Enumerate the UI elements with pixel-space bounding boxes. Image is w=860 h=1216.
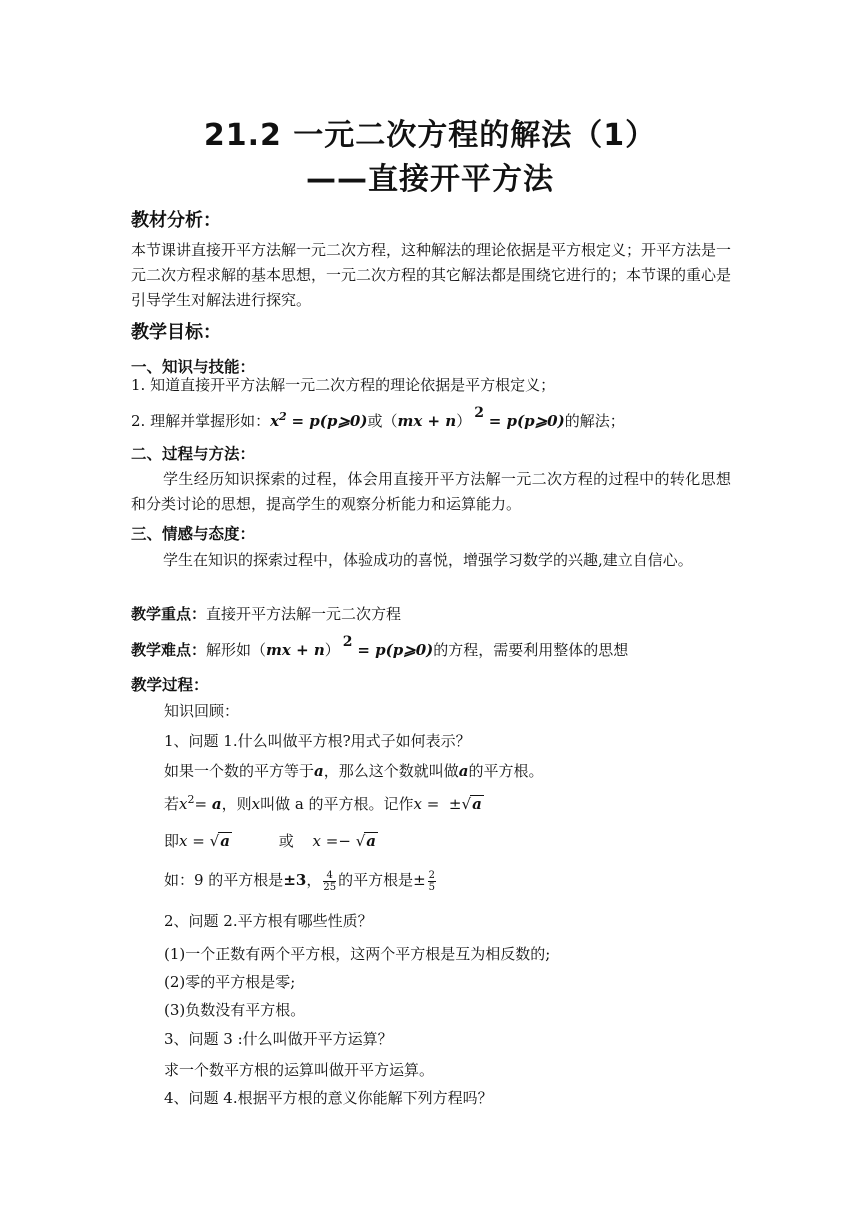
- process-text: 学生经历知识探索的过程，体会用直接开平方法解一元二次方程的过程中的转化思想和分类讨论的思想，提高学生的观察分析能力和运算能力。: [131, 470, 731, 513]
- math-exponent: 2: [279, 410, 287, 423]
- process-heading: 二、过程与方法：: [131, 445, 256, 463]
- difficulty-line: [131, 634, 731, 664]
- math-x: x: [270, 412, 280, 430]
- example-line: [164, 868, 764, 893]
- question-4: 4、问题 4.根据平方根的意义你能解下列方程吗？: [164, 1089, 493, 1107]
- ex-part-c: 叫做 a 的平方根。记作: [260, 795, 414, 813]
- math-a: a: [314, 762, 324, 780]
- frac2-num: 2: [428, 869, 436, 881]
- sqrt-icon: √: [461, 795, 472, 813]
- item2-prefix: 2. 理解并掌握形如：: [131, 412, 271, 430]
- eq-sign: =: [194, 795, 208, 813]
- math-a-3: a: [211, 795, 222, 813]
- frac2-den: 5: [428, 881, 436, 893]
- eq-sign-3: =: [192, 832, 205, 850]
- question-3: 3、问题 3 :什么叫做开平方运算？: [164, 1030, 393, 1048]
- math-mxn-2: mx + n: [266, 641, 325, 659]
- sqrt-a-2: a: [220, 832, 230, 850]
- attitude-text: 学生在知识的探索过程中，体验成功的喜悦，增强学习数学的兴趣,建立自信心。: [163, 551, 693, 569]
- plus-minus-2: ±: [413, 871, 426, 889]
- knowledge-item-1: 1. 知道直接开平方法解一元二次方程的理论依据是平方根定义；: [131, 376, 556, 394]
- analysis-text: 本节课讲直接开平方法解一元二次方程，这种解法的理论依据是平方根定义；开平方法是一元二次方程求解的基本思想，一元二次方程的其它解法都是围绕它进行的；本节课的重心是引导学生对解法进行探究。: [131, 241, 732, 309]
- keypoint-text: 直接开平方法解一元二次方程: [206, 605, 402, 623]
- fraction-2-5: [428, 870, 436, 893]
- item2-mid: 或（: [367, 412, 398, 430]
- or-line: [164, 829, 764, 854]
- math-exponent-big: 2: [474, 405, 484, 421]
- difficulty-label: 教学难点：: [131, 641, 207, 659]
- difficulty-suffix: 的方程，需要利用整体的思想: [433, 641, 629, 659]
- math-x-4: x: [413, 795, 423, 813]
- math-eq2: = p(p⩾0): [488, 412, 565, 430]
- plus-minus: ±: [448, 795, 462, 813]
- frac1-num: 4: [323, 870, 336, 882]
- document-subtitle: ——直接开平方法: [306, 162, 554, 197]
- math-x-2: x: [179, 795, 188, 813]
- ex-part-b: ，则: [221, 795, 252, 813]
- frac1-den: 25: [323, 881, 337, 893]
- knowledge-heading: 一、知识与技能：: [131, 358, 256, 376]
- knowledge-item-2: [131, 405, 731, 435]
- property-3: (3)负数没有平方根。: [164, 1001, 306, 1019]
- difficulty-prefix: 解形如（: [206, 641, 267, 659]
- pm-3: ±3: [283, 871, 307, 889]
- sqrt-a-3: a: [366, 832, 376, 850]
- math-close-paren-2: ）: [324, 641, 340, 659]
- eq-sign-2: =: [426, 795, 440, 813]
- math-eq1: = p(p⩾0): [291, 412, 368, 430]
- math-a-2: a: [458, 762, 469, 780]
- or-line-a: 即: [164, 832, 180, 850]
- question-3-answer: 求一个数平方根的运算叫做开平方运算。: [164, 1061, 435, 1079]
- ex-part-a: 若: [164, 795, 180, 813]
- fraction-4-25: [323, 870, 336, 893]
- keypoint-label: 教学重点：: [131, 605, 207, 623]
- math-exponent-big-2: 2: [342, 634, 353, 650]
- item2-suffix: 的解法；: [564, 412, 625, 430]
- math-x-5: x: [179, 832, 188, 850]
- property-1: (1)一个正数有两个平方根，这两个平方根是互为相反数的;: [164, 945, 551, 963]
- sqrt-icon-3: √: [355, 832, 366, 850]
- process-section-heading: 教学过程：: [131, 676, 209, 694]
- definition-line: [164, 759, 764, 784]
- math-exponent-2: 2: [187, 793, 195, 806]
- property-2: (2)零的平方根是零;: [164, 973, 296, 991]
- minus-sign: −: [338, 832, 351, 850]
- eq-sign-4: =: [325, 832, 339, 850]
- sqrt-icon-2: √: [209, 832, 220, 850]
- sqrt-a: a: [472, 795, 482, 813]
- math-x-3: x: [251, 795, 261, 813]
- math-x-6: x: [312, 832, 321, 850]
- analysis-heading: 教材分析：: [131, 210, 221, 231]
- document-title: 21.2 一元二次方程的解法（1）: [203, 118, 657, 153]
- definition-part-b: ，那么这个数就叫做: [323, 762, 459, 780]
- math-eq2-2: = p(p⩾0): [357, 641, 434, 659]
- definition-part-a: 如果一个数的平方等于: [164, 762, 315, 780]
- example-part-b: ，: [306, 871, 322, 889]
- attitude-heading: 三、情感与态度：: [131, 525, 256, 543]
- keypoint-line: [131, 602, 731, 627]
- question-2: 2、问题 2.平方根有哪些性质？: [164, 912, 373, 930]
- definition-part-c: 的平方根。: [468, 762, 544, 780]
- or-word: 或: [278, 832, 294, 850]
- example-notation-line: [164, 792, 764, 817]
- question-1: 1、问题 1.什么叫做平方根?用式子如何表示？: [164, 732, 471, 750]
- example-part-c: 的平方根是: [338, 871, 414, 889]
- math-close-paren: ）: [456, 412, 472, 430]
- example-part-a: 如：9 的平方根是: [164, 871, 284, 889]
- math-mxn: mx + n: [397, 412, 457, 430]
- goals-heading: 教学目标：: [131, 322, 221, 343]
- review-label: 知识回顾：: [164, 702, 240, 720]
